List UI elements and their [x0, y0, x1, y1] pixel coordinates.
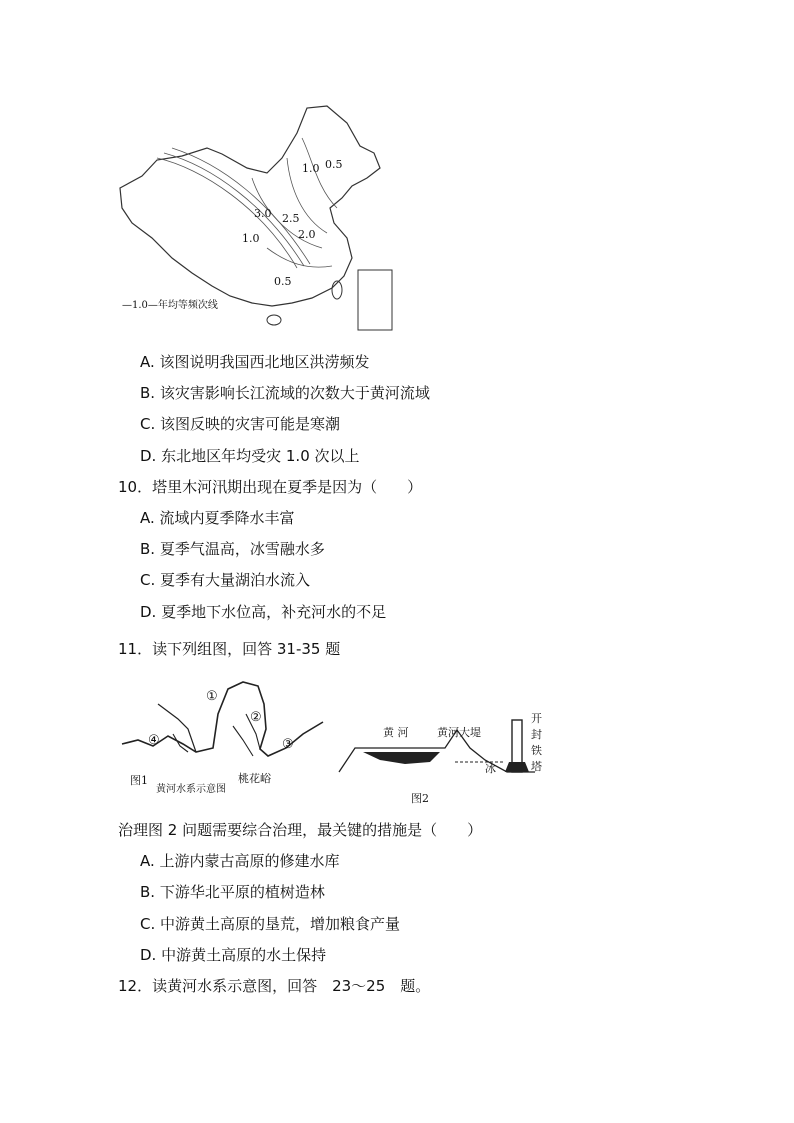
q10-stem: 10．塔里木河汛期出现在夏季是因为（ ） — [118, 478, 423, 496]
isoline-label: 1.0 — [242, 232, 260, 245]
q9-option-a: A. 该图说明我国西北地区洪涝频发 — [140, 353, 370, 371]
figure-caption: 黄河水系示意图 — [156, 784, 226, 795]
map-legend: —1.0—年均等频次线 — [122, 300, 218, 311]
q9-option-c: C. 该图反映的灾害可能是寒潮 — [140, 415, 341, 433]
q11-stem: 11．读下列组图，回答 31-35 题 — [118, 640, 341, 658]
q9-option-d: D. 东北地区年均受灾 1.0 次以上 — [140, 447, 360, 465]
q11-option-c: C. 中游黄土高原的垦荒，增加粮食产量 — [140, 915, 401, 933]
isoline-label: 2.0 — [298, 228, 316, 241]
q10-option-a: A. 流域内夏季降水丰富 — [140, 509, 295, 527]
q11-option-a: A. 上游内蒙古高原的修建水库 — [140, 852, 340, 870]
figure-number: 图2 — [411, 792, 429, 805]
china-outline — [120, 106, 380, 306]
south-china-sea-inset — [358, 270, 392, 330]
ice-label: 冰 — [485, 762, 496, 775]
q10-option-b: B. 夏季气温高，冰雪融水多 — [140, 540, 325, 558]
marker-2: ② — [250, 710, 262, 725]
isoline-label: 1.0 — [302, 162, 320, 175]
yellow-river-system-figure — [118, 674, 328, 804]
q11-option-d: D. 中游黄土高原的水土保持 — [140, 946, 327, 964]
tower-label-char: 塔 — [531, 760, 542, 773]
isoline-label: 3.0 — [254, 207, 272, 220]
china-flood-frequency-map — [112, 98, 402, 338]
isoline-label: 0.5 — [274, 275, 292, 288]
q11-option-b: B. 下游华北平原的植树造林 — [140, 883, 325, 901]
marker-4: ④ — [148, 733, 160, 748]
dike-label: 黄河大堤 — [437, 726, 481, 739]
marker-3: ③ — [282, 737, 294, 752]
tower-label-char: 开 — [531, 712, 542, 725]
q11-sub-stem: 治理图 2 问题需要综合治理，最关键的措施是（ ） — [118, 821, 483, 839]
q12-stem: 12．读黄河水系示意图，回答 23～25 题。 — [118, 977, 431, 995]
tower-label-char: 封 — [531, 728, 542, 741]
isoline-label: 2.5 — [282, 212, 300, 225]
figure-number: 图1 — [130, 774, 148, 787]
isoline-label: 0.5 — [325, 158, 343, 171]
q10-option-c: C. 夏季有大量湖泊水流入 — [140, 571, 311, 589]
place-label: 桃花峪 — [238, 772, 271, 785]
yellow-river-cross-section-figure — [335, 700, 550, 810]
q10-option-d: D. 夏季地下水位高，补充河水的不足 — [140, 603, 387, 621]
marker-1: ① — [206, 689, 218, 704]
tower-label-char: 铁 — [531, 744, 542, 757]
q9-option-b: B. 该灾害影响长江流域的次数大于黄河流域 — [140, 384, 430, 402]
river-label: 黄 河 — [383, 726, 409, 739]
